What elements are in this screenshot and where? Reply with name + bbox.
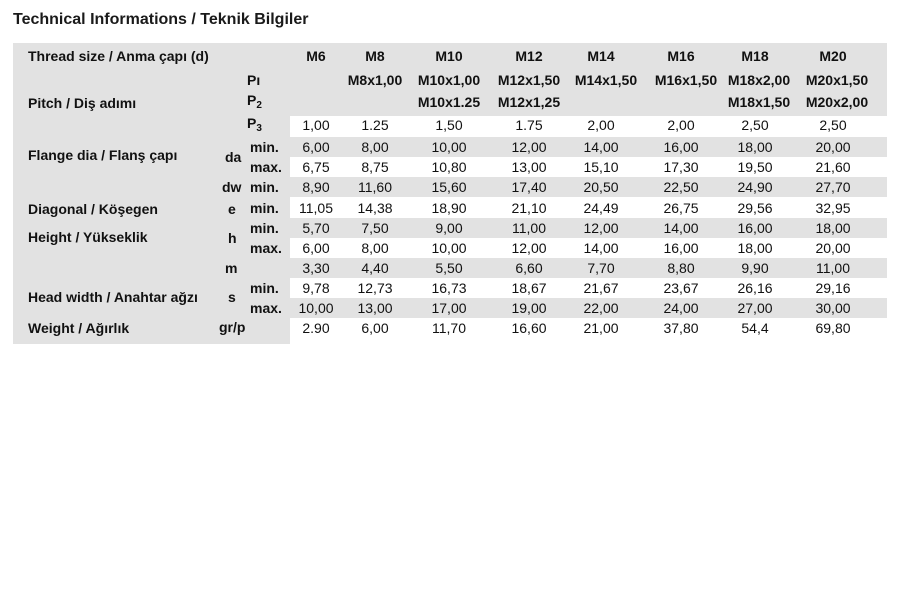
size-header: M20: [819, 48, 847, 64]
size-header: M10: [435, 48, 463, 64]
cell-h-min: 9,00: [435, 220, 463, 236]
cell-e-min: 11,05: [299, 200, 333, 216]
cell-h-min: 18,00: [815, 220, 851, 236]
cell-da-min: 16,00: [663, 139, 699, 155]
cell-m: 4,40: [361, 260, 389, 276]
qualifier-h-max: max.: [250, 240, 282, 256]
cell-p3: 1,00: [302, 117, 330, 133]
cell-weight: 54,4: [741, 320, 769, 336]
qualifier-s-min: min.: [250, 280, 279, 296]
symbol-m: m: [225, 260, 238, 276]
cell-h-max: 20,00: [815, 240, 851, 256]
label-flange-dia: Flange dia / Flanş çapı: [28, 147, 178, 163]
size-header: M16: [667, 48, 695, 64]
cell-weight: 11,70: [432, 320, 466, 336]
symbol-e: e: [228, 201, 236, 217]
symbol-p1: Pı: [247, 72, 261, 88]
cell-s-max: 19,00: [511, 300, 547, 316]
cell-e-min: 14,38: [357, 200, 393, 216]
cell-h-max: 18,00: [737, 240, 773, 256]
cell-da-max: 21,60: [815, 159, 851, 175]
cell-h-max: 8,00: [361, 240, 389, 256]
cell-dw-min: 20,50: [583, 179, 619, 195]
cell-da-max: 6,75: [302, 159, 330, 175]
cell-s-max: 17,00: [431, 300, 467, 316]
qualifier-e-min: min.: [250, 200, 279, 216]
label-head-width: Head width / Anahtar ağzı: [28, 289, 198, 305]
cell-s-max: 24,00: [663, 300, 699, 316]
pitch-p1-cell: M12x1,50: [497, 72, 561, 88]
cell-h-max: 10,00: [431, 240, 467, 256]
cell-m: 6,60: [515, 260, 543, 276]
cell-h-min: 11,00: [512, 220, 546, 236]
symbol-dw: dw: [222, 179, 242, 195]
cell-h-min: 14,00: [663, 220, 699, 236]
cell-s-min: 16,73: [431, 280, 467, 296]
cell-h-min: 5,70: [302, 220, 330, 236]
cell-h-min: 16,00: [737, 220, 773, 236]
cell-e-min: 29,56: [737, 200, 773, 216]
cell-p3: 2,00: [587, 117, 615, 133]
cell-s-min: 26,16: [737, 280, 773, 296]
label-thread-size: Thread size / Anma çapı (d): [28, 48, 209, 64]
pitch-p1-cell: M8x1,00: [347, 72, 403, 88]
cell-da-min: 18,00: [737, 139, 773, 155]
cell-da-min: 6,00: [302, 139, 330, 155]
cell-da-max: 13,00: [511, 159, 547, 175]
cell-h-max: 12,00: [511, 240, 547, 256]
label-height: Height / Yükseklik: [28, 229, 148, 245]
pitch-p2-cell: M12x1,25: [497, 94, 561, 110]
cell-dw-min: 24,90: [737, 179, 773, 195]
qualifier-dw-min: min.: [250, 179, 279, 195]
cell-s-min: 23,67: [663, 280, 699, 296]
pitch-p2-cell: M18x1,50: [727, 94, 791, 110]
label-weight: Weight / Ağırlık: [28, 320, 130, 336]
qualifier-da-min: min.: [250, 139, 279, 155]
cell-e-min: 26,75: [663, 200, 699, 216]
cell-p3: 2,50: [819, 117, 847, 133]
cell-m: 8,80: [667, 260, 695, 276]
cell-da-max: 8,75: [361, 159, 389, 175]
cell-weight: 69,80: [815, 320, 851, 336]
symbol-gr-p: gr/p: [219, 319, 246, 335]
cell-da-min: 12,00: [511, 139, 547, 155]
cell-da-max: 19,50: [737, 159, 773, 175]
cell-dw-min: 11,60: [358, 179, 392, 195]
symbol-h: h: [228, 230, 237, 246]
cell-h-max: 16,00: [663, 240, 699, 256]
cell-e-min: 24,49: [583, 200, 619, 216]
symbol-s: s: [228, 289, 236, 305]
cell-s-min: 21,67: [583, 280, 619, 296]
size-header: M12: [515, 48, 543, 64]
cell-h-max: 6,00: [302, 240, 330, 256]
cell-s-min: 18,67: [511, 280, 547, 296]
cell-dw-min: 27,70: [815, 179, 851, 195]
size-header: M8: [365, 48, 385, 64]
cell-e-min: 32,95: [815, 200, 851, 216]
pitch-p1-cell: M18x2,00: [727, 72, 791, 88]
qualifier-s-max: max.: [250, 300, 282, 316]
cell-weight: 6,00: [361, 320, 389, 336]
cell-weight: 21,00: [583, 320, 619, 336]
cell-s-max: 27,00: [737, 300, 773, 316]
cell-dw-min: 17,40: [511, 179, 547, 195]
cell-dw-min: 8,90: [302, 179, 330, 195]
cell-e-min: 21,10: [511, 200, 547, 216]
cell-m: 3,30: [302, 260, 330, 276]
cell-s-max: 10,00: [298, 300, 334, 316]
cell-da-max: 17,30: [663, 159, 699, 175]
cell-h-max: 14,00: [583, 240, 619, 256]
cell-p3: 1.25: [361, 117, 389, 133]
pitch-p1-cell: M16x1,50: [654, 72, 718, 88]
cell-da-max: 15,10: [583, 159, 619, 175]
cell-p3: 2,50: [741, 117, 769, 133]
cell-m: 7,70: [587, 260, 615, 276]
cell-s-min: 9,78: [302, 280, 330, 296]
qualifier-da-max: max.: [250, 159, 282, 175]
cell-m: 11,00: [816, 260, 850, 276]
symbol-p2: $P_2$: [247, 92, 262, 111]
cell-dw-min: 22,50: [663, 179, 699, 195]
cell-s-min: 29,16: [815, 280, 851, 296]
cell-s-max: 13,00: [357, 300, 393, 316]
pitch-p1-cell: M14x1,50: [574, 72, 638, 88]
pitch-p1-cell: M20x1,50: [805, 72, 869, 88]
pitch-p2-cell: M20x2,00: [805, 94, 869, 110]
cell-da-min: 14,00: [583, 139, 619, 155]
label-diagonal: Diagonal / Köşegen: [28, 201, 158, 217]
cell-m: 9,90: [741, 260, 769, 276]
cell-s-max: 30,00: [815, 300, 851, 316]
cell-h-min: 7,50: [361, 220, 389, 236]
cell-weight: 16,60: [511, 320, 547, 336]
cell-weight: 37,80: [663, 320, 699, 336]
cell-m: 5,50: [435, 260, 463, 276]
pitch-p1-cell: M10x1,00: [417, 72, 481, 88]
cell-p3: 1,50: [435, 117, 463, 133]
pitch-p2-cell: M10x1.25: [417, 94, 481, 110]
cell-s-min: 12,73: [357, 280, 393, 296]
page-title: Technical Informations / Teknik Bilgiler: [13, 11, 309, 28]
cell-dw-min: 15,60: [431, 179, 467, 195]
size-header: M14: [587, 48, 615, 64]
cell-weight: 2.90: [302, 320, 330, 336]
cell-h-min: 12,00: [583, 220, 619, 236]
symbol-p3: $P_3$: [247, 115, 262, 134]
size-header: M6: [306, 48, 326, 64]
cell-s-max: 22,00: [583, 300, 619, 316]
size-header: M18: [741, 48, 769, 64]
label-pitch: Pitch / Diş adımı: [28, 95, 137, 111]
cell-da-min: 10,00: [431, 139, 467, 155]
cell-da-min: 20,00: [815, 139, 851, 155]
symbol-da: da: [225, 149, 242, 165]
cell-p3: 2,00: [667, 117, 695, 133]
cell-p3: 1.75: [515, 117, 543, 133]
cell-da-min: 8,00: [361, 139, 389, 155]
cell-e-min: 18,90: [431, 200, 467, 216]
cell-da-max: 10,80: [431, 159, 467, 175]
qualifier-h-min: min.: [250, 220, 279, 236]
